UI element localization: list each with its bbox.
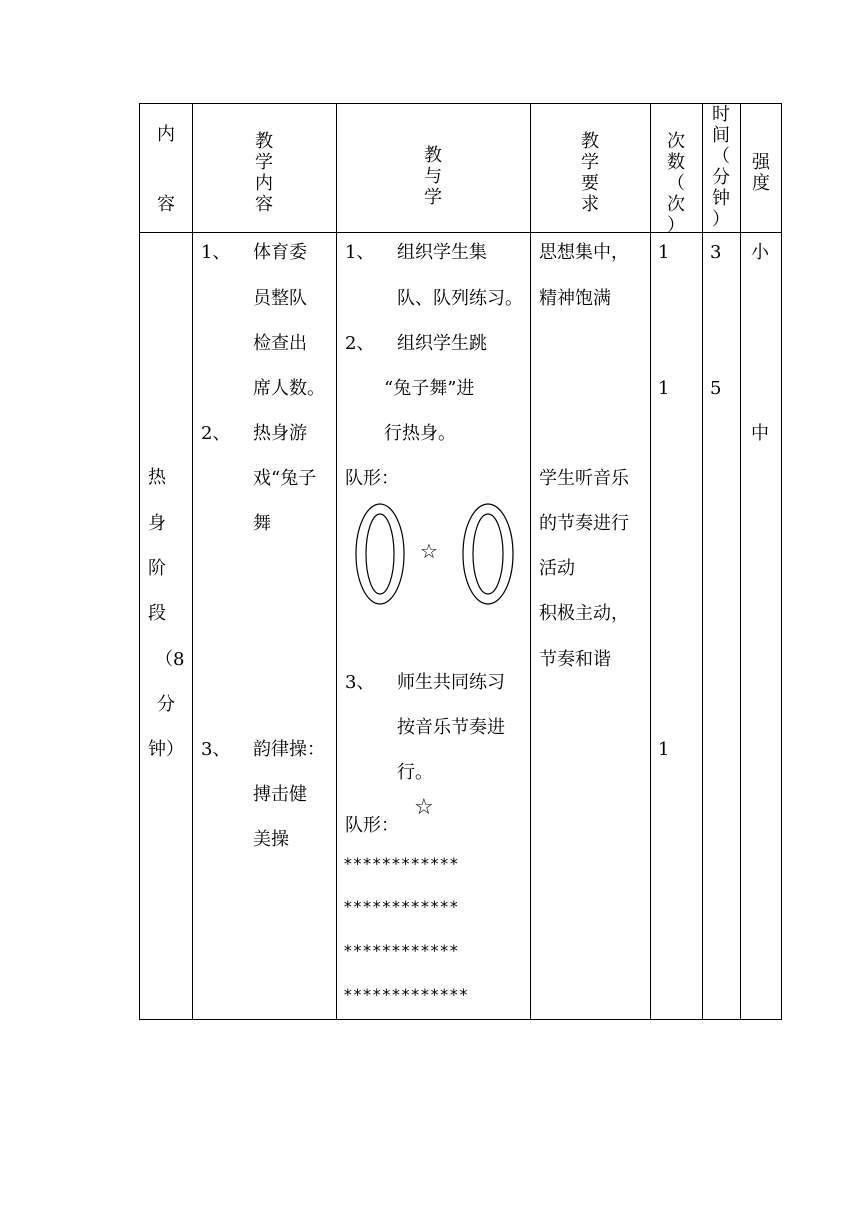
table-col-line-1 xyxy=(192,103,193,1020)
count-value: 1 xyxy=(658,739,670,760)
header-char: 与 xyxy=(424,166,442,187)
method-item-3-line: 行。 xyxy=(397,762,433,783)
header-content-top: 内 xyxy=(157,124,175,145)
formation-2-row: ************ xyxy=(343,897,459,916)
method-item-2-number: 2、 xyxy=(345,333,375,354)
header-count xyxy=(666,131,686,236)
method-item-1-number: 1、 xyxy=(345,242,375,263)
stage-char: 身 xyxy=(148,513,166,534)
content-item-2-line: 热身游 xyxy=(253,423,307,444)
header-char: 教 xyxy=(581,131,599,152)
header-char: 教 xyxy=(424,145,442,166)
table-col-line-5 xyxy=(702,103,703,1020)
table-col-line-3 xyxy=(530,103,531,1020)
method-item-2-line: “兔子舞”进 xyxy=(384,378,475,399)
header-char: 度 xyxy=(752,173,770,194)
header-intensity xyxy=(751,152,771,194)
method-item-2-line: 行热身。 xyxy=(384,423,456,444)
table-col-line-6 xyxy=(740,103,741,1020)
content-item-3-number: 3、 xyxy=(201,739,231,760)
stage-char: 段 xyxy=(148,603,166,624)
requirement-line: 积极主动， xyxy=(539,603,629,624)
requirement-line: 活动 xyxy=(539,558,575,579)
header-char: （ xyxy=(712,146,730,167)
intensity-value: 小 xyxy=(751,242,769,263)
count-value: 1 xyxy=(658,242,670,263)
header-teaching-content xyxy=(254,131,274,215)
content-item-1-line: 席人数。 xyxy=(253,378,325,399)
header-char: 内 xyxy=(255,173,273,194)
content-item-1-number: 1、 xyxy=(201,242,231,263)
method-item-3-number: 3、 xyxy=(345,672,375,693)
requirement-line: 学生听音乐 xyxy=(539,468,629,489)
formation-1-label: 队形： xyxy=(345,468,399,489)
stage-char: 分 xyxy=(157,694,175,715)
header-char: 学 xyxy=(424,187,442,208)
method-item-3-line: 按音乐节奏进 xyxy=(397,717,505,738)
stage-char: 钟） xyxy=(148,739,184,760)
header-char: 学 xyxy=(255,152,273,173)
header-char: （ xyxy=(667,173,685,194)
method-item-3-line: 师生共同练习 xyxy=(397,672,505,693)
header-char: 数 xyxy=(667,152,685,173)
method-item-2-line: 组织学生跳 xyxy=(397,333,487,354)
content-item-3-line: 美操 xyxy=(253,829,289,850)
header-content-bottom: 容 xyxy=(157,194,175,215)
table-col-line-2 xyxy=(336,103,337,1020)
requirement-line: 的节奏进行 xyxy=(539,513,629,534)
header-teaching-requirements xyxy=(580,131,600,215)
content-item-2-number: 2、 xyxy=(201,423,231,444)
content-item-3-line: 搏击健 xyxy=(253,784,307,805)
header-char: 强 xyxy=(752,152,770,173)
teacher-star-icon: ☆ xyxy=(420,539,438,563)
header-time xyxy=(711,104,731,230)
formation-ring-left-inner xyxy=(366,514,394,594)
formation-ring-left-outer xyxy=(356,504,404,604)
header-teach-and-learn xyxy=(423,145,443,208)
stage-char: 热 xyxy=(148,467,166,488)
content-item-1-line: 员整队 xyxy=(253,288,307,309)
formation-2-row: ************ xyxy=(343,854,459,873)
header-char: 时 xyxy=(712,104,730,125)
requirement-line: 精神饱满 xyxy=(539,288,611,309)
header-char: 求 xyxy=(581,194,599,215)
table-col-line-0 xyxy=(139,103,140,1020)
formation-2-label: 队形： xyxy=(345,815,399,836)
header-char: 容 xyxy=(255,194,273,215)
content-item-1-line: 体育委 xyxy=(253,242,307,263)
formation-ring-right-outer xyxy=(463,504,513,604)
requirement-line: 节奏和谐 xyxy=(539,649,611,670)
time-value: 3 xyxy=(710,242,722,263)
count-value: 1 xyxy=(658,378,670,399)
method-item-1-line: 组织学生集 xyxy=(397,242,487,263)
header-char: 间 xyxy=(712,125,730,146)
header-char: 钟 xyxy=(712,188,730,209)
content-item-3-line: 韵律操： xyxy=(253,739,325,760)
time-value: 5 xyxy=(710,378,722,399)
content-item-2-line: 舞 xyxy=(253,513,271,534)
table-col-line-7 xyxy=(781,103,782,1020)
header-char: 教 xyxy=(255,131,273,152)
table-border-bottom xyxy=(139,1019,782,1020)
header-char: 学 xyxy=(581,152,599,173)
header-char: ） xyxy=(667,215,685,236)
table-col-line-4 xyxy=(650,103,651,1020)
formation-2-row: ************ xyxy=(343,941,459,960)
formation-1-diagram xyxy=(340,500,530,615)
stage-char: （8 xyxy=(155,649,185,670)
header-char: ） xyxy=(712,209,730,230)
content-item-2-line: 戏“兔子 xyxy=(253,468,317,489)
content-item-1-line: 检查出 xyxy=(253,333,307,354)
header-char: 次 xyxy=(667,131,685,152)
intensity-value: 中 xyxy=(751,423,769,444)
formation-2-row: ************* xyxy=(343,985,469,1004)
header-char: 次 xyxy=(667,194,685,215)
table-border-top xyxy=(139,103,782,104)
formation-ring-right-inner xyxy=(473,514,503,594)
stage-char: 阶 xyxy=(148,558,166,579)
teacher-star-icon: ☆ xyxy=(414,795,434,820)
method-item-1-line: 队、队列练习。 xyxy=(397,288,523,309)
header-char: 分 xyxy=(712,167,730,188)
requirement-line: 思想集中， xyxy=(539,242,629,263)
header-char: 要 xyxy=(581,173,599,194)
